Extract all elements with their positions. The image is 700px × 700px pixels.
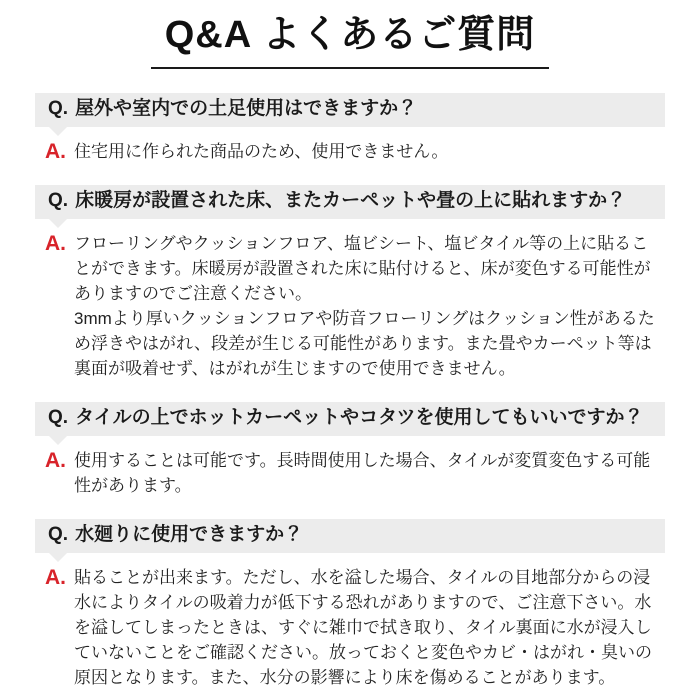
a-prefix: A. [45, 139, 66, 163]
q-prefix: Q. [48, 523, 69, 545]
question-bar [35, 402, 665, 436]
answer-paragraph: 使用することは可能です。長時間使用した場合、タイルが変質変色する可能性があります。 [74, 450, 651, 495]
answer-paragraph: フローリングやクッションフロア、塩ビシート、塩ビタイル等の上に貼ることができます。床暖房が設置された床に貼付けると、床が変色する可能性がありますのでご注意ください。 [74, 233, 651, 303]
q-prefix: Q. [48, 189, 69, 211]
qa-item [35, 402, 665, 498]
q-prefix: Q. [48, 97, 69, 119]
answer-text [74, 565, 665, 690]
answer-paragraph: 貼ることが出来ます。ただし、水を溢した場合、タイルの目地部分からの浸水によりタイルの吸着力が低下する恐れがありますので、ご注意下さい。水を溢してしまったときは、すぐに雑巾で拭き取り、タイル裏面に水が浸入していないことをご確認ください。放っておくと変色やカビ・はがれ・臭いの原因となります。また、水分の影響により床を傷めることがあります。 [74, 567, 652, 687]
qa-item [35, 185, 665, 381]
answer-row [45, 448, 665, 498]
answer-text [74, 231, 665, 381]
answer-row [45, 139, 665, 164]
question-text: 床暖房が設置された床、またカーペットや畳の上に貼れますか？ [75, 189, 627, 211]
a-prefix: A. [45, 565, 66, 589]
speech-tail [49, 219, 67, 228]
question-bar [35, 93, 665, 127]
answer-paragraph: 3mmより厚いクッションフロアや防音フローリングはクッション性があるため浮きやはがれ、段差が生じる可能性があります。また畳やカーペット等は裏面が吸着せず、はがれが生じますので使用できません。 [74, 308, 655, 378]
q-prefix: Q. [48, 406, 69, 428]
question-bar [35, 519, 665, 553]
answer-row [45, 565, 665, 690]
answer-paragraph: 住宅用に作られた商品のため、使用できません。 [74, 141, 449, 161]
speech-tail [49, 436, 67, 445]
speech-tail [49, 127, 67, 136]
qa-item [35, 93, 665, 164]
answer-text [74, 448, 665, 498]
page-title: Q&A よくあるご質問 [151, 14, 550, 69]
answer-text [74, 139, 665, 164]
a-prefix: A. [45, 231, 66, 255]
question-text: タイルの上でホットカーペットやコタツを使用してもいいですか？ [75, 406, 644, 428]
question-text: 屋外や室内での土足使用はできますか？ [75, 97, 418, 119]
a-prefix: A. [45, 448, 66, 472]
qa-item [35, 519, 665, 690]
page-header [0, 0, 700, 69]
question-bar [35, 185, 665, 219]
question-text: 水廻りに使用できますか？ [75, 523, 304, 545]
qa-list [35, 93, 665, 690]
answer-row [45, 231, 665, 381]
speech-tail [49, 553, 67, 562]
